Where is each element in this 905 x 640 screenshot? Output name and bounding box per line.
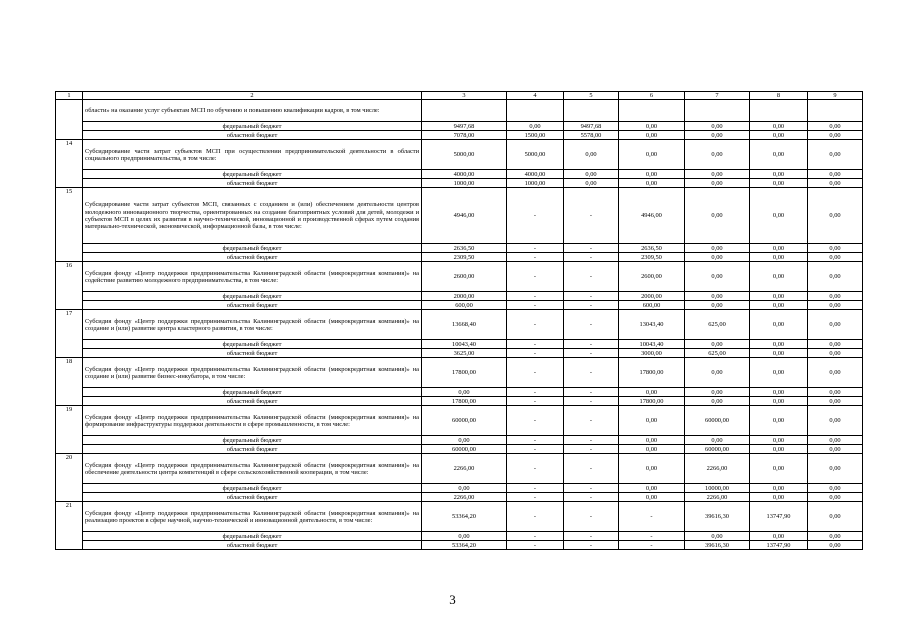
row-description: Субсидирование части затрат субъектов МСП, связанных с созданием и (или) обеспечением деятельности центров молодежного инновационного творчества, ориентированных на создание благоприятных условий для детей, молодежи и субъектов МСП в целях их развития в научно-технической, инновационной и производственной сферах путем создания материально-технической, экономической, информационной базы, в том числе:: [83, 188, 422, 244]
value-cell: 0,00: [750, 262, 808, 292]
value-cell: -: [619, 502, 685, 532]
value-cell: 0,00: [685, 358, 750, 388]
budget-subrow: [56, 388, 863, 397]
value-cell: 0,00: [685, 188, 750, 244]
value-cell: 0,00: [808, 292, 863, 301]
value-cell: 0,00: [564, 170, 619, 179]
value-cell: 0,00: [685, 244, 750, 253]
value-cell: 60000,00: [422, 406, 507, 436]
value-cell: -: [507, 349, 564, 358]
row-number: 20: [56, 454, 83, 502]
value-cell: -: [564, 493, 619, 502]
value-cell: -: [564, 502, 619, 532]
header-cell: 9: [808, 92, 863, 100]
value-cell: 13747,90: [750, 502, 808, 532]
value-cell: 0,00: [750, 484, 808, 493]
row-number: 19: [56, 406, 83, 454]
budget-subrow: [56, 340, 863, 349]
value-cell: 1500,00: [507, 131, 564, 140]
header-cell: 7: [685, 92, 750, 100]
value-cell: 0,00: [685, 532, 750, 541]
row-description: Субсидирование части затрат субъектов МСП при осуществлении предпринимательской деятельности в области социального предпринимательства, в том числе:: [83, 140, 422, 170]
value-cell: 0,00: [808, 170, 863, 179]
value-cell: 2266,00: [685, 493, 750, 502]
value-cell: 60000,00: [685, 406, 750, 436]
value-cell: 0,00: [422, 484, 507, 493]
value-cell: -: [564, 397, 619, 406]
value-cell: 53364,20: [422, 502, 507, 532]
value-cell: -: [564, 436, 619, 445]
value-cell: 4946,00: [619, 188, 685, 244]
budget-label: областной бюджет: [83, 131, 422, 140]
value-cell: 0,00: [750, 140, 808, 170]
value-cell: 13668,40: [422, 310, 507, 340]
budget-subrow: [56, 532, 863, 541]
value-cell: 0,00: [808, 484, 863, 493]
budget-label: федеральный бюджет: [83, 532, 422, 541]
value-cell: 0,00: [750, 170, 808, 179]
budget-label: областной бюджет: [83, 349, 422, 358]
value-cell: -: [619, 541, 685, 550]
value-cell: 0,00: [750, 358, 808, 388]
value-cell: -: [507, 292, 564, 301]
value-cell: 0,00: [750, 349, 808, 358]
program-row: [56, 100, 863, 122]
value-cell: 0,00: [750, 406, 808, 436]
value-cell: -: [564, 406, 619, 436]
value-cell: 0,00: [808, 122, 863, 131]
budget-subrow: [56, 541, 863, 550]
row-description: Субсидия фонду «Центр поддержки предпринимательства Калининградской области (микрокредитная компания)» на содействие развитию молодежного предпринимательства, в том числе:: [83, 262, 422, 292]
value-cell: 0,00: [685, 179, 750, 188]
value-cell: 0,00: [750, 253, 808, 262]
value-cell: [619, 100, 685, 122]
value-cell: 2000,00: [422, 292, 507, 301]
program-row: [56, 406, 863, 436]
budget-label: федеральный бюджет: [83, 340, 422, 349]
budget-label: федеральный бюджет: [83, 244, 422, 253]
program-row: [56, 188, 863, 244]
value-cell: 1000,00: [422, 179, 507, 188]
value-cell: -: [564, 244, 619, 253]
value-cell: 5000,00: [422, 140, 507, 170]
row-description: области» на оказание услуг субъектам МСП по обучению и повышению квалификации кадров, в том числе:: [83, 100, 422, 122]
row-number: 15: [56, 188, 83, 262]
value-cell: 5578,00: [564, 131, 619, 140]
value-cell: 0,00: [422, 436, 507, 445]
value-cell: -: [564, 253, 619, 262]
budget-subrow: [56, 122, 863, 131]
value-cell: [507, 100, 564, 122]
value-cell: [422, 100, 507, 122]
value-cell: -: [507, 358, 564, 388]
budget-subrow: [56, 436, 863, 445]
budget-label: областной бюджет: [83, 445, 422, 454]
value-cell: 600,00: [619, 301, 685, 310]
value-cell: 0,00: [619, 436, 685, 445]
value-cell: 0,00: [808, 262, 863, 292]
value-cell: -: [507, 397, 564, 406]
budget-table: [55, 91, 863, 550]
value-cell: -: [507, 188, 564, 244]
value-cell: 4946,00: [422, 188, 507, 244]
budget-label: областной бюджет: [83, 179, 422, 188]
value-cell: 0,00: [808, 445, 863, 454]
value-cell: 0,00: [750, 397, 808, 406]
value-cell: 0,00: [750, 179, 808, 188]
value-cell: 0,00: [685, 170, 750, 179]
header-cell: 6: [619, 92, 685, 100]
value-cell: -: [564, 454, 619, 484]
value-cell: 0,00: [685, 340, 750, 349]
value-cell: 0,00: [808, 131, 863, 140]
value-cell: 0,00: [808, 301, 863, 310]
budget-label: федеральный бюджет: [83, 484, 422, 493]
budget-subrow: [56, 244, 863, 253]
value-cell: 13747,90: [750, 541, 808, 550]
value-cell: 0,00: [808, 340, 863, 349]
value-cell: 0,00: [619, 445, 685, 454]
value-cell: 0,00: [685, 436, 750, 445]
value-cell: 17800,00: [619, 397, 685, 406]
header-cell: 8: [750, 92, 808, 100]
value-cell: 0,00: [619, 179, 685, 188]
value-cell: [685, 100, 750, 122]
value-cell: 0,00: [750, 292, 808, 301]
value-cell: 0,00: [750, 388, 808, 397]
value-cell: -: [507, 301, 564, 310]
value-cell: 4000,00: [507, 170, 564, 179]
value-cell: 10043,40: [422, 340, 507, 349]
row-description: Субсидия фонду «Центр поддержки предпринимательства Калининградской области (микрокредитная компания)» на создание и (или) развитие бизнес-инкубатора, в том числе:: [83, 358, 422, 388]
value-cell: 60000,00: [685, 445, 750, 454]
value-cell: 17800,00: [422, 397, 507, 406]
value-cell: 2266,00: [422, 493, 507, 502]
value-cell: 9497,68: [422, 122, 507, 131]
value-cell: 0,00: [750, 493, 808, 502]
value-cell: -: [564, 301, 619, 310]
value-cell: 2266,00: [422, 454, 507, 484]
budget-subrow: [56, 445, 863, 454]
value-cell: [564, 100, 619, 122]
value-cell: -: [507, 340, 564, 349]
header-cell: 3: [422, 92, 507, 100]
value-cell: 0,00: [808, 541, 863, 550]
value-cell: 0,00: [750, 340, 808, 349]
value-cell: -: [564, 349, 619, 358]
value-cell: -: [507, 406, 564, 436]
program-row: [56, 454, 863, 484]
value-cell: 10000,00: [685, 484, 750, 493]
value-cell: -: [564, 388, 619, 397]
program-row: [56, 310, 863, 340]
value-cell: 2000,00: [619, 292, 685, 301]
value-cell: 2636,50: [422, 244, 507, 253]
value-cell: 60000,00: [422, 445, 507, 454]
budget-subrow: [56, 301, 863, 310]
page-number: 3: [449, 592, 456, 607]
budget-label: областной бюджет: [83, 397, 422, 406]
header-cell: 4: [507, 92, 564, 100]
value-cell: -: [564, 445, 619, 454]
value-cell: 0,00: [750, 131, 808, 140]
value-cell: 0,00: [619, 388, 685, 397]
row-number: 16: [56, 262, 83, 310]
value-cell: 0,00: [619, 484, 685, 493]
value-cell: 3000,00: [619, 349, 685, 358]
value-cell: -: [564, 262, 619, 292]
budget-label: федеральный бюджет: [83, 388, 422, 397]
value-cell: 0,00: [808, 532, 863, 541]
value-cell: 5000,00: [507, 140, 564, 170]
value-cell: 0,00: [808, 502, 863, 532]
value-cell: 0,00: [422, 532, 507, 541]
value-cell: 0,00: [685, 262, 750, 292]
budget-label: федеральный бюджет: [83, 122, 422, 131]
budget-subrow: [56, 484, 863, 493]
row-number: [56, 100, 83, 140]
value-cell: 0,00: [808, 179, 863, 188]
value-cell: 13043,40: [619, 310, 685, 340]
row-number: 21: [56, 502, 83, 550]
budget-subrow: [56, 131, 863, 140]
value-cell: 0,00: [750, 532, 808, 541]
value-cell: 0,00: [750, 188, 808, 244]
value-cell: 2309,50: [422, 253, 507, 262]
value-cell: [808, 100, 863, 122]
value-cell: 0,00: [750, 454, 808, 484]
value-cell: 2600,00: [619, 262, 685, 292]
value-cell: -: [564, 310, 619, 340]
value-cell: -: [507, 436, 564, 445]
budget-subrow: [56, 493, 863, 502]
row-number: 18: [56, 358, 83, 406]
program-row: [56, 140, 863, 170]
value-cell: -: [507, 445, 564, 454]
value-cell: [750, 100, 808, 122]
budget-label: областной бюджет: [83, 301, 422, 310]
value-cell: 0,00: [619, 406, 685, 436]
value-cell: 0,00: [685, 253, 750, 262]
value-cell: 0,00: [808, 454, 863, 484]
value-cell: -: [564, 541, 619, 550]
value-cell: 39616,30: [685, 541, 750, 550]
value-cell: 0,00: [619, 140, 685, 170]
row-description: Субсидия фонду «Центр поддержки предпринимательства Калининградской области (микрокредитная компания)» на обеспечение деятельности центра компетенций в сфере сельскохозяйственной кооперации, в том числе:: [83, 454, 422, 484]
value-cell: 2266,00: [685, 454, 750, 484]
value-cell: 0,00: [808, 140, 863, 170]
value-cell: 0,00: [564, 179, 619, 188]
program-row: [56, 262, 863, 292]
value-cell: -: [507, 310, 564, 340]
value-cell: 39616,30: [685, 502, 750, 532]
value-cell: 53364,20: [422, 541, 507, 550]
value-cell: 17800,00: [619, 358, 685, 388]
budget-subrow: [56, 170, 863, 179]
budget-label: областной бюджет: [83, 541, 422, 550]
value-cell: 0,00: [808, 406, 863, 436]
value-cell: 600,00: [422, 301, 507, 310]
value-cell: -: [619, 532, 685, 541]
value-cell: 0,00: [685, 122, 750, 131]
value-cell: 1000,00: [507, 179, 564, 188]
value-cell: -: [507, 484, 564, 493]
row-number: 14: [56, 140, 83, 188]
header-cell: 5: [564, 92, 619, 100]
value-cell: -: [507, 388, 564, 397]
value-cell: 0,00: [808, 244, 863, 253]
row-description: Субсидия фонду «Центр поддержки предпринимательства Калининградской области (микрокредитная компания)» на реализацию проектов в сфере научной, научно-технической и инновационной деятельности, в том числе:: [83, 502, 422, 532]
row-description: Субсидия фонду «Центр поддержки предпринимательства Калининградской области (микрокредитная компания)» на создание и (или) развитие центра кластерного развития, в том числе:: [83, 310, 422, 340]
value-cell: -: [507, 502, 564, 532]
value-cell: 0,00: [808, 349, 863, 358]
value-cell: 0,00: [685, 292, 750, 301]
budget-subrow: [56, 292, 863, 301]
value-cell: -: [507, 493, 564, 502]
budget-label: федеральный бюджет: [83, 436, 422, 445]
value-cell: -: [564, 484, 619, 493]
budget-subrow: [56, 253, 863, 262]
value-cell: -: [564, 358, 619, 388]
value-cell: -: [507, 454, 564, 484]
value-cell: 625,00: [685, 349, 750, 358]
value-cell: 0,00: [619, 122, 685, 131]
value-cell: 0,00: [808, 397, 863, 406]
value-cell: -: [507, 253, 564, 262]
value-cell: -: [564, 292, 619, 301]
header-row: [56, 92, 863, 100]
program-row: [56, 358, 863, 388]
value-cell: -: [507, 541, 564, 550]
value-cell: -: [507, 262, 564, 292]
value-cell: 17800,00: [422, 358, 507, 388]
value-cell: 0,00: [808, 188, 863, 244]
header-cell: 1: [56, 92, 83, 100]
program-row: [56, 502, 863, 532]
value-cell: 0,00: [507, 122, 564, 131]
value-cell: 0,00: [808, 436, 863, 445]
header-cell: 2: [83, 92, 422, 100]
value-cell: 0,00: [619, 454, 685, 484]
value-cell: -: [564, 532, 619, 541]
budget-label: федеральный бюджет: [83, 170, 422, 179]
value-cell: 0,00: [619, 493, 685, 502]
value-cell: 0,00: [564, 140, 619, 170]
value-cell: 0,00: [750, 301, 808, 310]
budget-subrow: [56, 179, 863, 188]
value-cell: 2309,50: [619, 253, 685, 262]
value-cell: 0,00: [808, 358, 863, 388]
budget-subrow: [56, 349, 863, 358]
value-cell: 0,00: [808, 388, 863, 397]
value-cell: -: [564, 188, 619, 244]
value-cell: 2600,00: [422, 262, 507, 292]
budget-label: областной бюджет: [83, 253, 422, 262]
value-cell: 0,00: [808, 493, 863, 502]
value-cell: 2636,50: [619, 244, 685, 253]
value-cell: 0,00: [685, 388, 750, 397]
value-cell: 0,00: [685, 131, 750, 140]
value-cell: 0,00: [808, 310, 863, 340]
budget-label: областной бюджет: [83, 493, 422, 502]
value-cell: 0,00: [422, 388, 507, 397]
value-cell: 625,00: [685, 310, 750, 340]
value-cell: 0,00: [808, 253, 863, 262]
value-cell: 0,00: [750, 310, 808, 340]
value-cell: 0,00: [750, 122, 808, 131]
value-cell: 0,00: [619, 170, 685, 179]
value-cell: 7078,00: [422, 131, 507, 140]
value-cell: 10043,40: [619, 340, 685, 349]
value-cell: 4000,00: [422, 170, 507, 179]
value-cell: 0,00: [750, 244, 808, 253]
budget-subrow: [56, 397, 863, 406]
value-cell: -: [564, 340, 619, 349]
row-number: 17: [56, 310, 83, 358]
value-cell: 0,00: [619, 131, 685, 140]
value-cell: 0,00: [750, 436, 808, 445]
budget-label: федеральный бюджет: [83, 292, 422, 301]
value-cell: 0,00: [750, 445, 808, 454]
row-description: Субсидия фонду «Центр поддержки предпринимательства Калининградской области (микрокредитная компания)» на формирование инфраструктуры поддержки деятельности в сфере промышленности, в том числе:: [83, 406, 422, 436]
value-cell: 9497,68: [564, 122, 619, 131]
value-cell: 3625,00: [422, 349, 507, 358]
value-cell: 0,00: [685, 140, 750, 170]
value-cell: -: [507, 244, 564, 253]
value-cell: -: [507, 532, 564, 541]
value-cell: 0,00: [685, 301, 750, 310]
value-cell: 0,00: [685, 397, 750, 406]
